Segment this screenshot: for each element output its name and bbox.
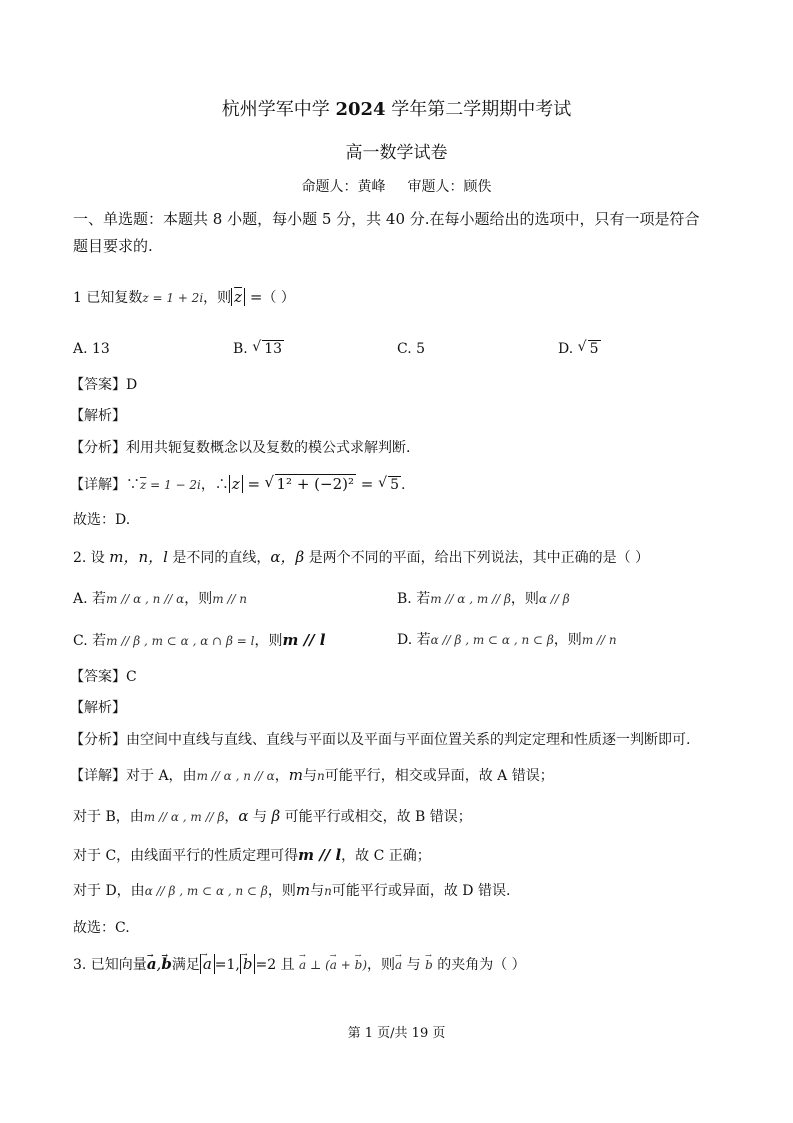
q2-option-b: B. 若m // α , m // β，则α // β [397, 591, 570, 607]
exam-title [0, 100, 793, 120]
q1-analysis: 【解析】 [70, 408, 126, 424]
q2-detail-a: 【详解】对于 A，由m // α , n // α，m与n可能平行，相交或异面，故 A 错误； [70, 766, 554, 784]
q1-choice: 故选：D. [73, 512, 131, 528]
q1-option-d: D. √ 5 [558, 339, 601, 359]
q1-option-c: C. 5 [397, 341, 426, 357]
title-school: 杭州学军中学 [221, 99, 336, 120]
q1-option-a: A. 13 [73, 341, 110, 357]
title-year: 2024 [335, 99, 386, 120]
author-label: 命题人：黄峰 [301, 179, 386, 195]
q2-option-d: D. 若α // β , m ⊂ α , n ⊂ β，则m // n [397, 632, 617, 648]
q2-fenxi: 【分析】由空间中直线与直线、直线与平面以及平面与平面位置关系的判定定理和性质逐一判断即可. [70, 732, 691, 748]
q2-stem: 2. 设 m，n，l 是不同的直线，α，β 是两个不同的平面，给出下列说法，其中正确的是（ ） [73, 548, 650, 566]
q1-stem: 1 已知复数z = 1 + 2i，则 $\overline{z}$ =（ ） [73, 288, 295, 306]
q2-answer: 【答案】C [70, 669, 137, 685]
q3-stem: 3. 已知向量→ a,→ b满足 → a =1, → b =2 且 → a ⊥ (→ a + → b)，则→ a 与 → b 的夹角为（ ） [73, 954, 526, 975]
q2-detail-b: 对于 B，由m // α , m // β，α 与 β 可能平行或相交，故 B 错误； [73, 807, 472, 825]
exam-subtitle: 高一数学试卷 [345, 143, 448, 163]
q2-option-a: A. 若m // α , n // α，则m // n [73, 591, 248, 607]
q1-detail: 【详解】$\because\overline{z} = 1 - 2i$，∴ z = √ 1² + (−2)² = √ 5 . [70, 474, 406, 495]
q2-detail-d: 对于 D，由α // β , m ⊂ α , n ⊂ β，则m与n可能平行或异面，故 D 错误. [73, 881, 511, 899]
section-heading-line1: 一、单选题：本题共 8 小题，每小题 5 分，共 40 分.在每小题给出的选项中，只有一项是符合 [73, 210, 700, 228]
q1-option-b: B. √ 13 [233, 339, 284, 359]
title-term: 学年第二学期期中考试 [385, 99, 572, 120]
page-number: 第 1 页/共 19 页 [347, 1026, 446, 1041]
q2-choice: 故选：C. [73, 920, 130, 936]
section-heading-line2: 题目要求的. [73, 237, 153, 255]
reviewer-label: 审题人：顾佚 [407, 179, 492, 195]
q2-option-c: C. 若m // β , m ⊂ α , α ∩ β = l，则m // l [73, 631, 326, 649]
q1-fenxi: 【分析】利用共轭复数概念以及复数的模公式求解判断. [70, 440, 411, 456]
q1-answer: 【答案】D [70, 377, 138, 393]
q2-analysis: 【解析】 [70, 700, 126, 716]
q2-detail-c: 对于 C，由线面平行的性质定理可得m // l，故 C 正确； [73, 846, 431, 864]
exam-authors [0, 177, 793, 197]
